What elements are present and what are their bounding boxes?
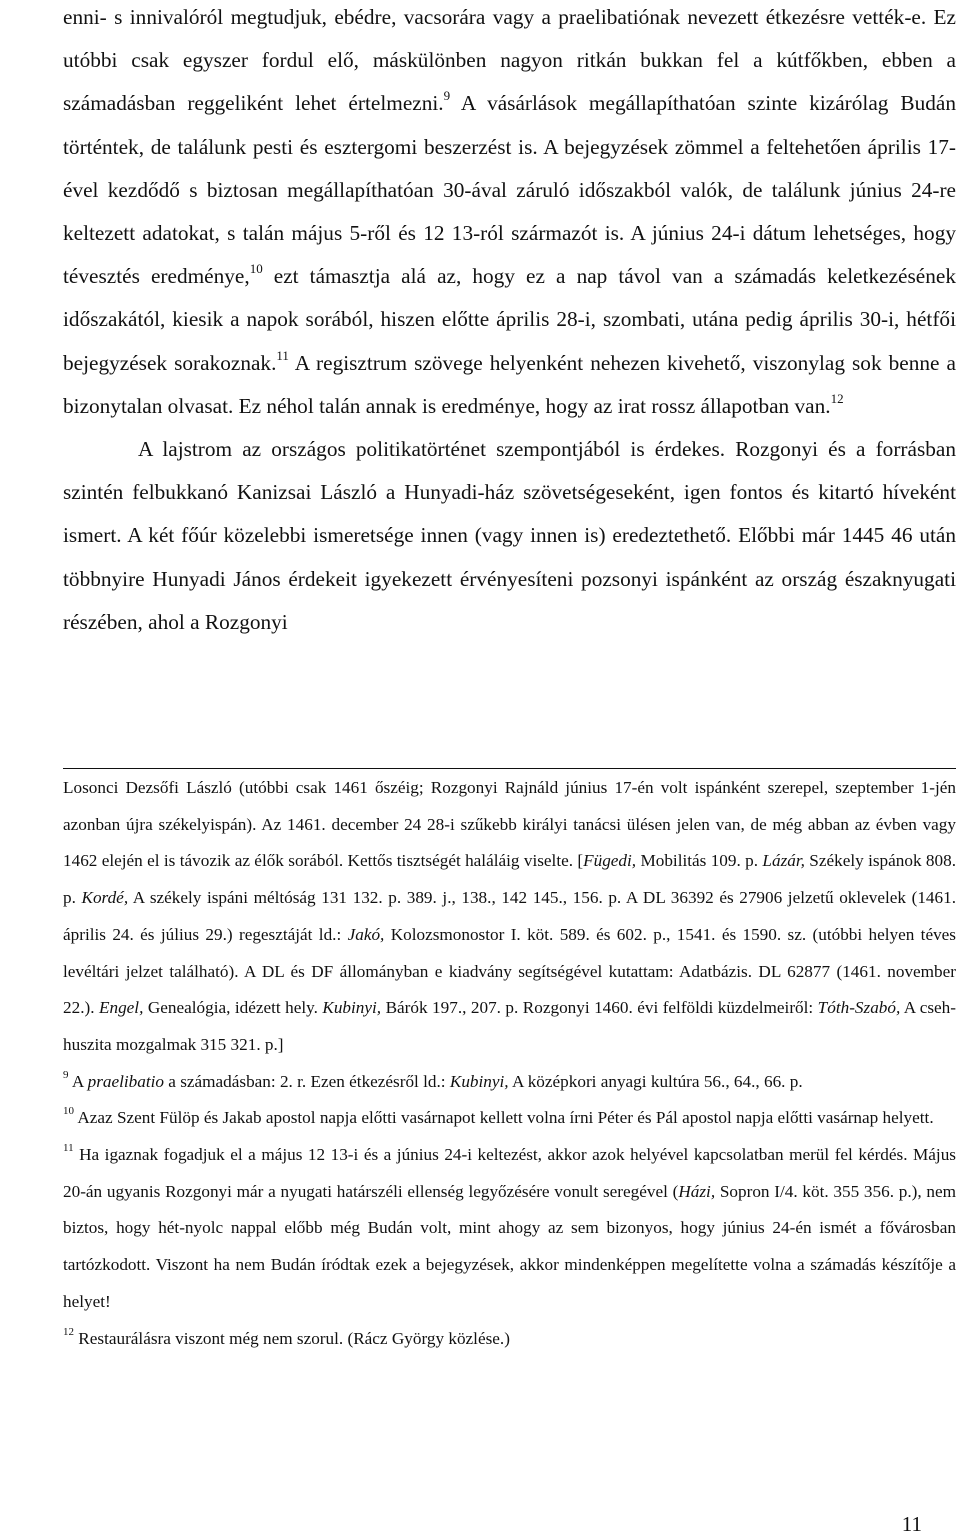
page <box>63 0 957 1348</box>
footnote-number: 12 <box>63 1325 74 1338</box>
footnote-ref-10[interactable]: 10 <box>249 261 263 277</box>
footnote-8-continued <box>63 770 956 1064</box>
text-run: Genealógia, idézett hely. <box>143 998 323 1018</box>
author-name: Engel, <box>98 998 144 1018</box>
text-run: enni- s innivalóról megtudjuk, ebédre, vacsorára vagy a praelibatiónak nevezett étkezésre vették-e. Ez utóbbi csak egyszer fordul elő, máskülönben nagyon ritkán bukkan fel a kútfőkben, ebben a számadásban reggeliként lehet értelmezni. <box>63 5 956 116</box>
footnote-ref-12[interactable]: 12 <box>830 390 844 406</box>
text-run: Losonci Dezsőfi László (utóbbi csak 1461 őszéig; Rozgonyi Rajnáld június 17-én volt ispánként szerepel, szeptember 1-jén azonban újra székelyispán). Az 1461. december 24 28-i szűkebb királyi tanácsi ülésen jelen van, de még abban az évben vagy 1462 elején el is távozik az élők sorából. Kettős tisztségét haláláig viselte. [ <box>63 778 956 871</box>
author-name: Kubinyi, <box>322 998 382 1018</box>
author-name: Fügedi, <box>583 851 637 871</box>
paragraph-2: A lajstrom az országos politikatörténet szempontjából is érdekes. Rozgonyi és a forrásban szintén felbukkanó Kanizsai László a Hunyadi-ház szövetségeseként, igen fontos és kitartó híveként ismert. A két főúr közelebbi ismeretsége innen (vagy innen is) eredeztethető. Előbbi már 1445 46 után többnyire Hunyadi János érdekeit igyekezett érvényesíteni pozsonyi ispánként az ország északnyugati részében, ahol a Rozgonyi <box>63 437 956 634</box>
text-run: a számadásban: 2. r. Ezen étkezésről ld.: <box>164 1071 450 1091</box>
footnote-10 <box>63 1100 956 1137</box>
text-run: Kolozsmonostor I. köt. 589. és 602. p., 1541. és 1590. sz. (utóbbi helyen téves levéltári jelzet található). A DL és DF állományban e kiadvány segítségével kutattam: Adatbázis. DL 62877 (1461. november 22.). <box>63 924 956 1018</box>
author-name: Jakó, <box>347 924 385 944</box>
footnote-ref-9[interactable]: 9 <box>443 88 451 104</box>
text-run: A cseh-huszita mozgalmak 315 321. p.] <box>63 998 956 1054</box>
footnote-number: 10 <box>63 1105 74 1118</box>
text-run: A középkori anyagi kultúra 56., 64., 66. p. <box>508 1071 803 1091</box>
author-name: Kordé, <box>81 888 129 908</box>
text-run: Sopron I/4. köt. 355 356. p.), nem biztos, hogy hét-nyolc nappal előbb még Budán volt, mint ahogy az sem bizonyos, hogy június 24-én ismét a fővárosban tartózkodott. Viszont ha nem Budán íródtak ezek a bejegyzések, akkor mindenképpen megelítette volna a számadás készítője a helyet! <box>63 1181 957 1311</box>
footnote-separator <box>63 768 956 769</box>
author-name: Házi, <box>678 1181 716 1201</box>
text-run: ezt támasztja alá az, hogy ez a nap távol van a számadás keletkezésének időszakától, kiesik a napok sorából, hiszen előtte április 28-i, szombati, utána pedig április 30-i, hétfői bejegyzések sorakoznak. <box>63 264 956 375</box>
author-name: Kubinyi, <box>449 1071 509 1091</box>
author-name: Tóth-Szabó, <box>817 998 901 1018</box>
text-run: Székely ispánok 808. p. <box>63 851 956 908</box>
text-run: Bárók 197., 207. p. Rozgonyi 1460. évi felföldi küzdelmeiről: <box>381 998 818 1018</box>
page-number: 11 <box>901 1512 922 1536</box>
text-run: Ha igaznak fogadjuk el a május 12 13-i és a június 24-i keltezést, akkor azok helyével kapcsolatban merül fel kérdés. Május 20-án ugyanis Rozgonyi már a nyugati határszéli ellenség legyőzésére vonult seregével ( <box>63 1145 956 1201</box>
footnote-11 <box>63 1137 956 1321</box>
author-name: Lázár, <box>762 851 805 871</box>
footnote-ref-11[interactable]: 11 <box>276 347 289 363</box>
text-run: A székely ispáni méltóság 131 132. p. 389. j., 138., 142 145., 156. p. A DL 36392 és 27906 jelzetű oklevelek (1461. április 24. és július 29.) regesztáját ld.: <box>63 888 956 944</box>
paragraph-1 <box>63 0 956 428</box>
main-text <box>63 0 956 644</box>
footnotes <box>63 770 956 1357</box>
text-run: A <box>68 1071 88 1091</box>
footnote-9 <box>63 1064 956 1101</box>
footnote-12 <box>63 1321 956 1358</box>
text-run: Restaurálásra viszont még nem szorul. (Rácz György közlése.) <box>74 1328 510 1348</box>
text-run: Azaz Szent Fülöp és Jakab apostol napja előtti vasárnapot kellett volna írni Péter és Pál apostol napja előtti vasárnap helyett. <box>74 1108 934 1128</box>
text-run: Mobilitás 109. p. <box>636 851 763 871</box>
italic-term: praelibatio <box>87 1071 164 1091</box>
footnote-number: 11 <box>63 1142 74 1155</box>
text-run: A vásárlások megállapíthatóan szinte kizárólag Budán történtek, de találunk pesti és esztergomi beszerzést is. A bejegyzések zömmel a feltehetően április 17-ével kezdődő s biztosan megállapíthatóan 30-ával záruló időszakból valók, de találunk június 24-re keltezett adatokat, s talán május 5-ről és 12 13-ról származót is. A június 24-i dátum lehetséges, hogy tévesztés eredménye, <box>63 91 956 289</box>
text-run: A regisztrum szövege helyenként nehezen kivehető, viszonylag sok benne a bizonytalan olvasat. Ez néhol talán annak is eredménye, hogy az irat rossz állapotban van. <box>63 350 956 418</box>
footnote-number: 9 <box>63 1068 69 1081</box>
